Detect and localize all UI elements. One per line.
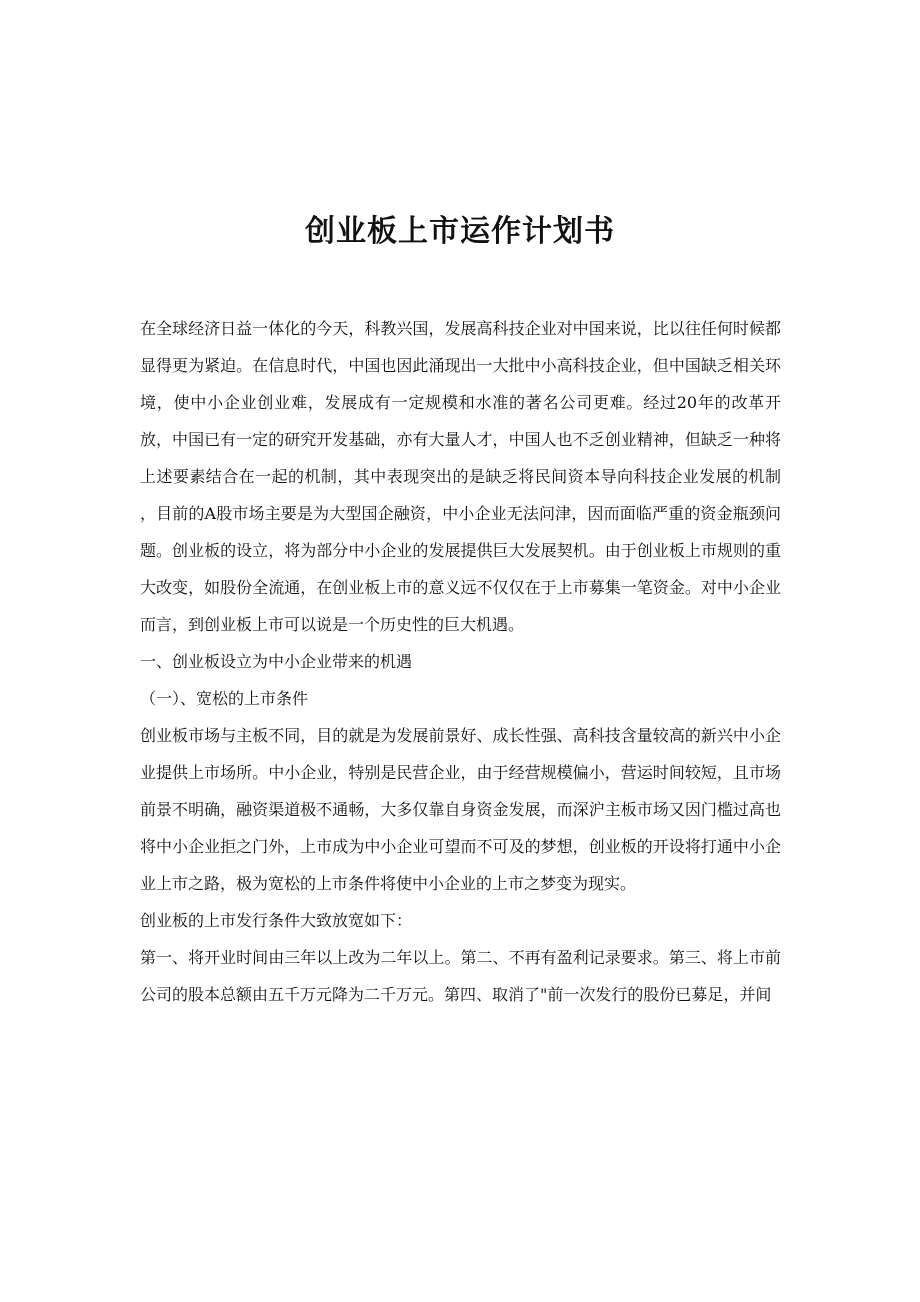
document-title: 创业板上市运作计划书 xyxy=(305,214,615,249)
document-body xyxy=(140,310,781,1013)
section-heading: 一、创业板设立为中小企业带来的机遇 xyxy=(140,652,413,671)
body-paragraph: 创业板市场与主板不同，目的就是为发展前景好、成长性强、高科技含量较高的新兴中小企业提供上市场所。中小企业，特别是民营企业，由于经营规模偏小，营运时间较短，且市场前景不明确，融资渠道极不通畅，大多仅靠自身资金发展，而深沪主板市场又因门槛过高也将中小企业拒之门外，上市成为中小企业可望而不可及的梦想，创业板的开设将打通中小企业上市之路，极为宽松的上市条件将使中小企业的上市之梦变为现实。 xyxy=(140,726,781,893)
intro-paragraph: 在全球经济日益一体化的今天，科教兴国，发展高科技企业对中国来说，比以往任何时候都显得更为紧迫。在信息时代，中国也因此涌现出一大批中小高科技企业，但中国缺乏相关环境，使中小企业创业难，发展成有一定规模和水准的著名公司更难。经过20年的改革开放，中国已有一定的研究开发基础，亦有大量人才，中国人也不乏创业精神，但缺乏一种将上述要素结合在一起的机制，其中表现突出的是缺乏将民间资本导向科技企业发展的机制 ，目前的A股市场主要是为大型国企融资，中小企业无法问津，因而面临严重的资金瓶颈问题。创业板的设立，将为部分中小企业的发展提供巨大发展契机。由于创业板上市规则的重大改变，如股份全流通，在创业板上市的意义远不仅仅在于上市募集一笔资金。对中小企业而言，到创业板上市可以说是一个历史性的巨大机遇。 xyxy=(140,319,781,634)
subsection-heading: （一）、宽松的上市条件 xyxy=(140,689,309,708)
body-paragraph: 第一、将开业时间由三年以上改为二年以上。第二、不再有盈利记录要求。第三、将上市前公司的股本总额由五千万元降为二千万元。第四、取消了"前一次发行的股份已募足，并间 xyxy=(140,948,781,1004)
body-paragraph: 创业板的上市发行条件大致放宽如下： xyxy=(140,911,413,930)
